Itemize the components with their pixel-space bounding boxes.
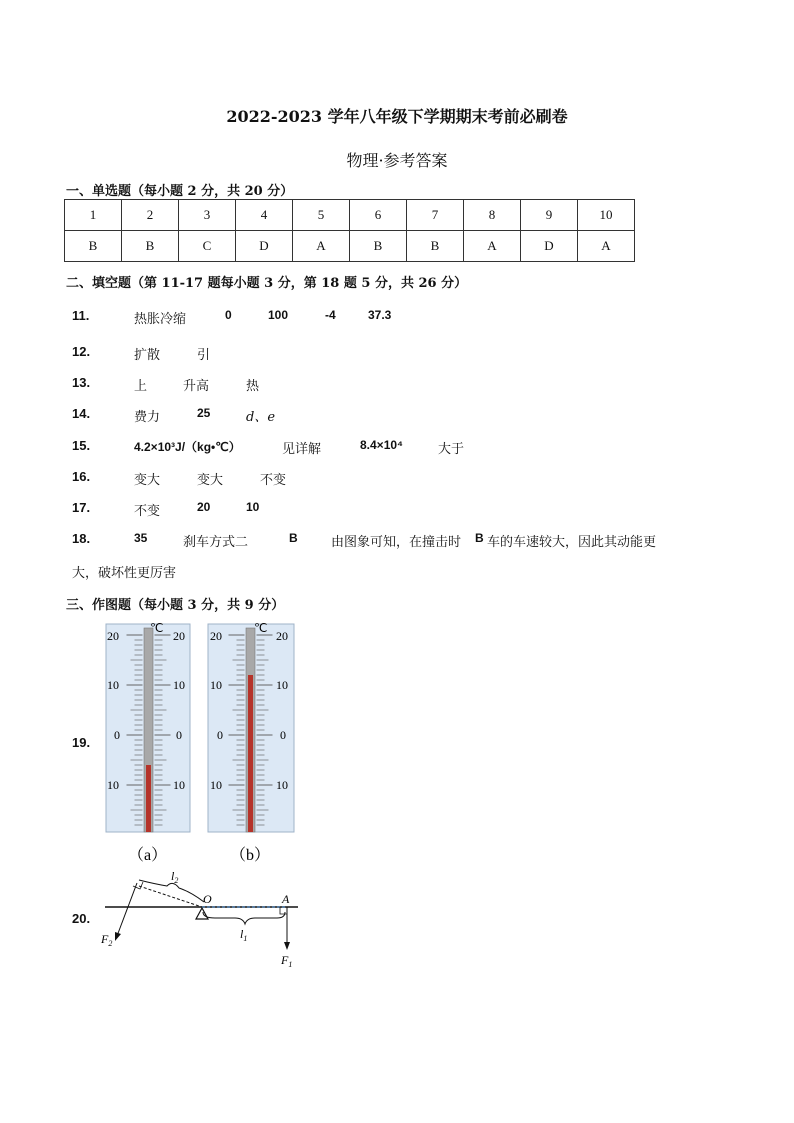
thermometer-b-label-20: 20 bbox=[210, 629, 222, 643]
thermometer-b-label-neg10-right: 10 bbox=[276, 778, 288, 792]
thermometer-a-label-0: 0 bbox=[114, 728, 120, 742]
label-a: A bbox=[282, 892, 290, 906]
page-title: 2022-2023 学年八年级下学期期末考前必刷卷 bbox=[226, 107, 568, 126]
question-number: 17. bbox=[72, 500, 91, 515]
caption-b: （b） bbox=[230, 847, 271, 864]
table-cell-number: 10 bbox=[578, 200, 635, 231]
table-cell-answer: A bbox=[293, 231, 350, 262]
arm-l2-line bbox=[139, 886, 202, 907]
table-cell-answer: B bbox=[407, 231, 464, 262]
thermometer-a-unit: ℃ bbox=[150, 621, 164, 635]
answer: 扩散 bbox=[134, 348, 161, 363]
table-cell-number: 7 bbox=[407, 200, 464, 231]
section2-heading: 二、填空题（第 11-17 题每小题 3 分，第 18 题 5 分，共 26 分） bbox=[66, 276, 468, 291]
question-number: 13. bbox=[72, 375, 91, 390]
answer: 见详解 bbox=[282, 442, 322, 457]
table-cell-number: 5 bbox=[293, 200, 350, 231]
force-f1-arrowhead bbox=[284, 942, 290, 950]
label-l1: $l_1$ bbox=[240, 927, 248, 943]
thermometer-b-label-20-right: 20 bbox=[276, 629, 288, 643]
answer: 升高 bbox=[183, 379, 210, 394]
thermometer-a-label-10-right: 10 bbox=[173, 678, 185, 692]
answer: 上 bbox=[134, 379, 148, 394]
table-cell-answer: B bbox=[350, 231, 407, 262]
thermometer-a bbox=[106, 621, 190, 832]
question-11 bbox=[72, 308, 772, 328]
thermometer-a-label-20: 20 bbox=[107, 629, 119, 643]
answer: 大于 bbox=[438, 442, 465, 457]
question-number: 14. bbox=[72, 406, 91, 421]
label-f2: $F_2$ bbox=[101, 932, 113, 948]
thermometer-b-label-0: 0 bbox=[217, 728, 223, 742]
arm-l2-brace bbox=[139, 880, 204, 902]
answer: 不变 bbox=[260, 473, 287, 488]
force-f2-line bbox=[117, 883, 137, 936]
question-12 bbox=[72, 344, 772, 364]
thermometer-b-label-10: 10 bbox=[210, 678, 222, 692]
thermometer-a-label-20-right: 20 bbox=[173, 629, 185, 643]
question-number: 16. bbox=[72, 469, 91, 484]
force-f2-arrowhead bbox=[115, 932, 121, 941]
thermometer-a-label-10: 10 bbox=[107, 678, 119, 692]
question-number: 15. bbox=[72, 438, 91, 453]
table-cell-number: 4 bbox=[236, 200, 293, 231]
answer-table-number-row bbox=[65, 200, 635, 231]
page-subtitle: 物理·参考答案 bbox=[346, 151, 448, 170]
table-cell-answer: D bbox=[521, 231, 578, 262]
answer-table bbox=[64, 199, 635, 262]
fulcrum-icon bbox=[196, 908, 208, 919]
table-cell-answer: A bbox=[464, 231, 521, 262]
answer: B bbox=[475, 531, 484, 545]
question-14 bbox=[72, 406, 772, 426]
label-o: O bbox=[203, 892, 212, 906]
question-13 bbox=[72, 375, 772, 395]
thermometer-b-label-neg10: 10 bbox=[210, 778, 222, 792]
table-cell-number: 3 bbox=[179, 200, 236, 231]
thermometer-figure bbox=[100, 620, 310, 870]
answer: 35 bbox=[134, 531, 148, 545]
question-number: 12. bbox=[72, 344, 91, 359]
table-cell-answer: B bbox=[65, 231, 122, 262]
answer: 20 bbox=[197, 500, 211, 514]
answer: 引 bbox=[197, 348, 211, 363]
answer: 不变 bbox=[134, 504, 161, 519]
thermometer-a-label-neg10-right: 10 bbox=[173, 778, 185, 792]
table-cell-answer: A bbox=[578, 231, 635, 262]
thermometer-b-label-0-right: 0 bbox=[280, 728, 286, 742]
right-angle-mark-f1 bbox=[280, 907, 287, 914]
answer: 25 bbox=[197, 406, 211, 420]
question-20-number: 20. bbox=[72, 911, 91, 926]
thermometer-a-mercury bbox=[146, 765, 151, 832]
thermometer-b bbox=[208, 621, 294, 832]
section1-heading: 一、单选题（每小题 2 分，共 20 分） bbox=[66, 184, 294, 199]
section3-heading: 三、作图题（每小题 3 分，共 9 分） bbox=[66, 598, 285, 613]
table-cell-number: 8 bbox=[464, 200, 521, 231]
thermometer-b-label-10-right: 10 bbox=[276, 678, 288, 692]
answer: 37.3 bbox=[368, 308, 392, 322]
answer: d、e bbox=[246, 410, 276, 425]
answer: 车的车速较大，因此其动能更 bbox=[487, 535, 657, 550]
table-cell-number: 6 bbox=[350, 200, 407, 231]
right-angle-mark-f2 bbox=[133, 882, 143, 889]
table-cell-number: 9 bbox=[521, 200, 578, 231]
table-cell-answer: B bbox=[122, 231, 179, 262]
question-18-continuation: 大，破坏性更厉害 bbox=[72, 566, 177, 581]
question-19-number: 19. bbox=[72, 735, 91, 750]
answer-table-answer-row bbox=[65, 231, 635, 262]
answer: 费力 bbox=[134, 410, 161, 425]
table-cell-answer: D bbox=[236, 231, 293, 262]
answer: 4.2×10³J/（kg•℃） bbox=[134, 440, 241, 454]
table-cell-answer: C bbox=[179, 231, 236, 262]
thermometer-a-label-neg10: 10 bbox=[107, 778, 119, 792]
answer: 热胀冷缩 bbox=[134, 312, 187, 327]
thermometer-b-mercury bbox=[248, 675, 253, 832]
thermometer-a-label-0-right: 0 bbox=[176, 728, 182, 742]
answer: 100 bbox=[268, 308, 289, 322]
answer: 变大 bbox=[197, 473, 224, 488]
caption-a: （a） bbox=[128, 847, 168, 864]
answer: 0 bbox=[225, 308, 232, 322]
table-cell-number: 1 bbox=[65, 200, 122, 231]
arm-l1-brace bbox=[203, 912, 285, 924]
lever-diagram bbox=[95, 862, 310, 972]
answer: B bbox=[289, 531, 298, 545]
answer: 热 bbox=[246, 379, 260, 394]
table-cell-number: 2 bbox=[122, 200, 179, 231]
answer: 8.4×10⁴ bbox=[360, 438, 403, 452]
thermometer-b-unit: ℃ bbox=[254, 621, 268, 635]
label-l2: $l_2$ bbox=[171, 869, 179, 885]
question-number: 11. bbox=[72, 308, 90, 323]
question-17 bbox=[72, 500, 772, 520]
question-number: 18. bbox=[72, 531, 91, 546]
answer: 变大 bbox=[134, 473, 161, 488]
answer: 刹车方式二 bbox=[183, 535, 249, 550]
label-f1: $F_1$ bbox=[281, 953, 293, 969]
question-15 bbox=[72, 438, 772, 458]
question-16 bbox=[72, 469, 772, 489]
answer: -4 bbox=[325, 308, 336, 322]
question-18 bbox=[72, 531, 772, 551]
answer: 10 bbox=[246, 500, 260, 514]
answer: 由图象可知，在撞击时 bbox=[331, 535, 462, 550]
